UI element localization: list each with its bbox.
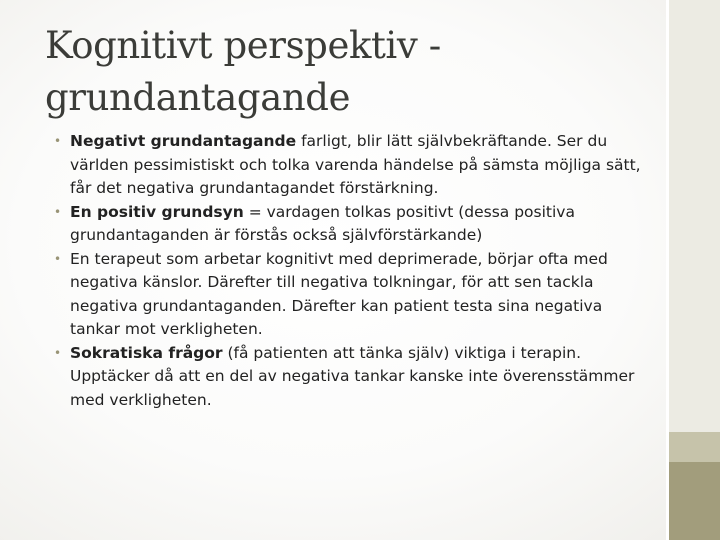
bullet-dot: • xyxy=(54,204,62,219)
slide-title: Kognitivt perspektiv - grundantagande xyxy=(45,24,441,119)
bullet-dot: • xyxy=(54,345,62,360)
side-accent-block-dark xyxy=(669,462,720,540)
bullet-text: En terapeut som arbetar kognitivt med deprimerade, börjar ofta med negativa känslor. Därefter till negativa tolkningar, för att sen tackla negativa grundantaganden. Därefter kan patient testa sina negativa tankar mot verkligheten. xyxy=(70,249,608,338)
bullet-text: farligt, blir lätt självbekräftande. Ser du världen pessimistiskt och tolka varenda händelse på sämsta möjliga sätt, får det negativa grundantagandet förstärkning. xyxy=(70,132,641,197)
side-accent-block-light xyxy=(669,432,720,462)
bullet-text: = vardagen tolkas positivt (dessa positiva grundantaganden är förstås också självförstärkande) xyxy=(70,202,575,244)
bullet-bold-text: Sokratiska frågor xyxy=(70,343,223,362)
bullet-bold-text: Negativt grundantagande xyxy=(70,132,297,150)
bullet-text: (få patienten att tänka själv) viktiga i terapin. Upptäcker då att en del av negativa tankar kanske inte överensstämmer med verkligheten. xyxy=(70,343,635,409)
bullet-item xyxy=(54,130,652,201)
bullet-bold-text: En positiv grundsyn xyxy=(70,202,244,221)
bullet-item xyxy=(54,342,652,413)
bullet-item xyxy=(54,201,652,248)
bullet-dot: • xyxy=(54,134,62,148)
bullet-item xyxy=(54,248,652,342)
bullet-dot: • xyxy=(54,251,62,266)
bullet-list xyxy=(54,130,652,412)
